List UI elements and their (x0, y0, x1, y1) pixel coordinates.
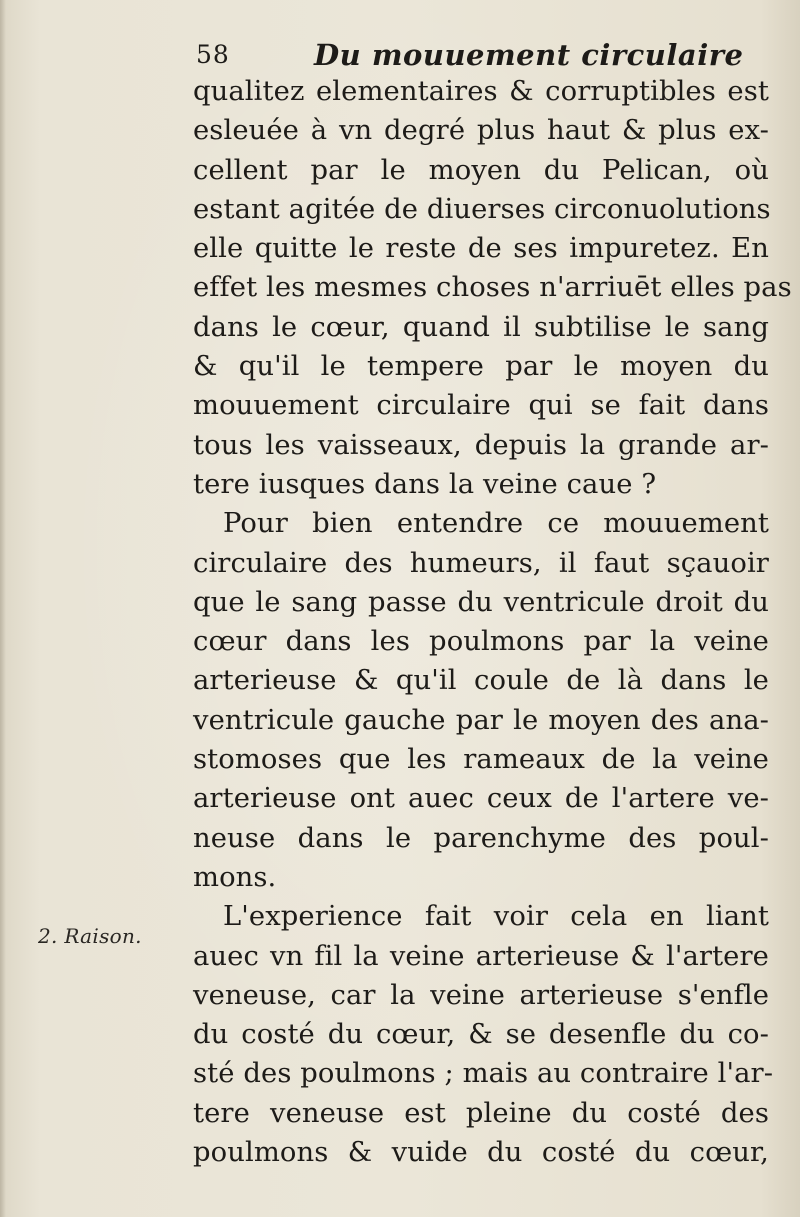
text-line: que le sang passe du ventricule droit du (193, 586, 769, 618)
text-line: tere iusques dans la veine caue ? (193, 468, 657, 500)
text-line: & qu'il le tempere par le moyen du (193, 351, 769, 383)
text-line: arterieuse & qu'il coule de là dans le (193, 665, 769, 697)
running-title: Du mouuement circulaire (314, 38, 744, 72)
text-line: Pour bien entendre ce mouuement (223, 508, 769, 540)
margin-note: 2. Raison. (38, 924, 142, 948)
text-line: mons. (193, 861, 277, 893)
body-text (193, 72, 792, 1172)
text-line: poulmons & vuide du costé du cœur, (193, 1137, 769, 1169)
text-line: du costé du cœur, & se desenfle du co- (193, 1019, 769, 1051)
text-line: qualitez elementaires & corruptibles est (193, 76, 769, 107)
text-line: cœur dans les poulmons par la veine (193, 626, 769, 658)
text-line: ventricule gauche par le moyen des ana- (193, 704, 769, 736)
text-line: veneuse, car la veine arterieuse s'enfle (193, 979, 769, 1011)
text-line: stomoses que les rameaux de la veine (193, 744, 769, 776)
running-head (196, 34, 756, 74)
text-line: circulaire des humeurs, il faut sçauoir (193, 547, 769, 579)
text-line: dans le cœur, quand il subtilise le sang (193, 311, 769, 343)
text-line: L'experience fait voir cela en liant (223, 901, 769, 933)
text-line: tere veneuse est pleine du costé des (193, 1097, 769, 1129)
text-line: elle quitte le reste de ses impuretez. En (193, 233, 769, 265)
text-line: esleuée à vn degré plus haut & plus ex- (193, 115, 769, 147)
text-line: estant agitée de diuerses circonuolutions (193, 193, 771, 225)
text-line: tous les vaisseaux, depuis la grande ar- (193, 429, 769, 461)
text-line: arterieuse ont auec ceux de l'artere ve- (193, 783, 769, 815)
text-line: sté des poulmons ; mais au contraire l'ar- (193, 1058, 774, 1090)
text-line: mouuement circulaire qui se fait dans (193, 390, 769, 422)
text-line: auec vn fil la veine arterieuse & l'artere (193, 940, 769, 972)
text-line: neuse dans le parenchyme des poul- (193, 822, 769, 854)
text-line: cellent par le moyen du Pelican, où (193, 154, 769, 186)
page-number: 58 (196, 40, 230, 69)
text-line: effet les mesmes choses n'arriuēt elles pas (193, 272, 792, 304)
page-gutter-shadow (0, 0, 6, 1217)
